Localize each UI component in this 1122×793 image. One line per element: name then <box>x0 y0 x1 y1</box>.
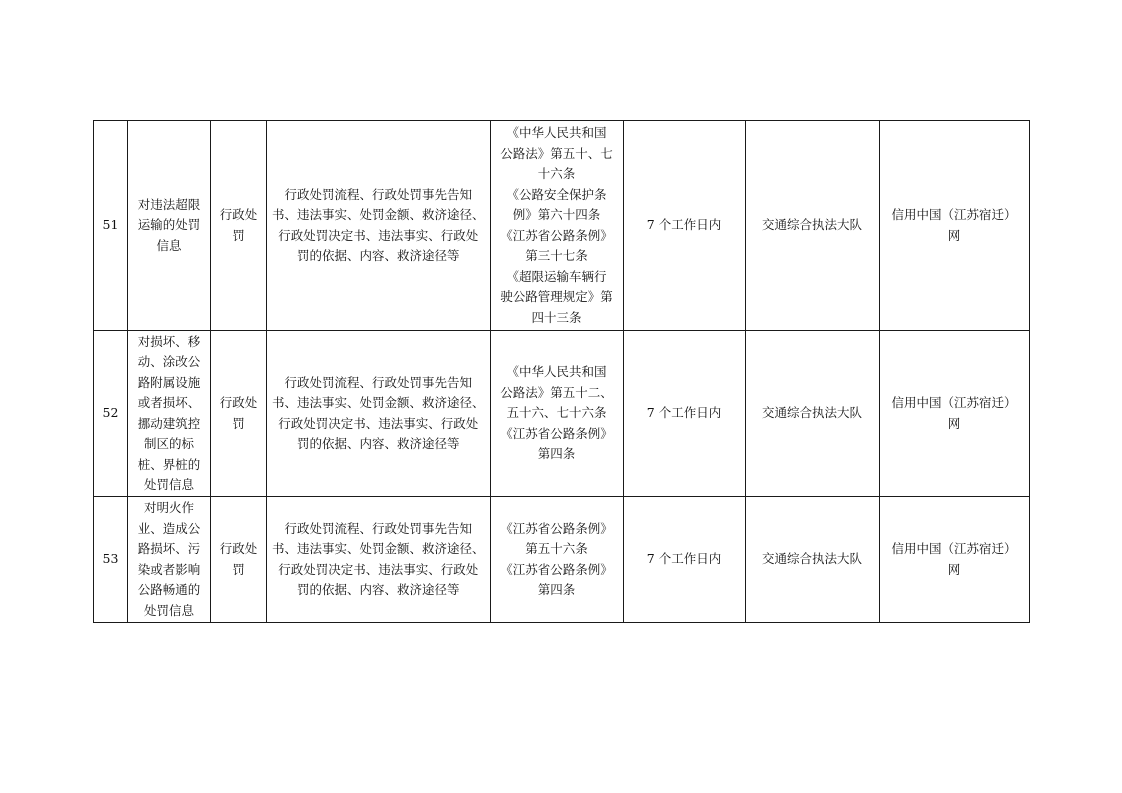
disclosure-channel <box>879 497 1029 623</box>
text-line: 行政处罚决定书、违法事实、行政处 <box>278 227 479 243</box>
text-line: 对违法超限 <box>137 196 201 212</box>
text-line: 信息 <box>156 237 182 253</box>
text-line: 行政处罚流程、行政处罚事先告知 <box>284 186 473 202</box>
disclosure-content <box>267 331 491 497</box>
text-line: 行政处 <box>219 207 258 222</box>
text-line: 《江苏省公路条例》 <box>500 561 613 577</box>
legal-basis <box>490 331 623 497</box>
text-line: 《公路安全保护条 <box>506 186 607 202</box>
text-line: 行政处罚流程、行政处罚事先告知 <box>284 520 473 536</box>
table-row <box>94 121 1030 331</box>
text-line: 《中华人民共和国 <box>506 364 607 380</box>
text-line: 挪动建筑控 <box>137 415 201 431</box>
text-line: 公路法》第五十、七 <box>500 145 613 161</box>
disclosure-channel <box>879 331 1029 497</box>
text-line: 驶公路管理规定》第 <box>500 289 613 304</box>
disclosure-item <box>128 331 211 497</box>
disclosure-item <box>128 121 211 331</box>
text-line: 动、涂改公 <box>137 354 201 369</box>
text-line: 信用中国（江苏宿迁） <box>891 541 1017 556</box>
legal-basis <box>490 497 623 623</box>
text-line: 行政处 <box>219 541 258 556</box>
text-line: 书、违法事实、处罚金额、救济途径、 <box>272 207 485 222</box>
text-line: 罚的依据、内容、救济途径等 <box>297 436 460 451</box>
info-disclosure-table <box>93 120 1030 623</box>
text-line: 或者损坏、 <box>137 395 201 410</box>
row-number: 51 <box>94 121 128 331</box>
text-line: 对损坏、移 <box>137 333 201 349</box>
text-line: 第三十七条 <box>525 248 588 263</box>
disclosure-deadline: 7 个工作日内 <box>623 121 745 331</box>
disclosure-deadline: 7 个工作日内 <box>623 497 745 623</box>
text-line: 路附属设施 <box>137 374 201 390</box>
row-number: 52 <box>94 331 128 497</box>
text-line: 《中华人民共和国 <box>506 125 607 140</box>
text-line: 第四条 <box>537 446 576 462</box>
text-line: 网 <box>947 227 961 243</box>
text-line: 处罚信息 <box>143 602 194 618</box>
text-line: 例》第六十四条 <box>512 207 601 222</box>
text-line: 公路畅通的 <box>137 582 201 597</box>
text-line: 《江苏省公路条例》 <box>500 227 613 243</box>
text-line: 行政处罚决定书、违法事实、行政处 <box>278 561 479 577</box>
text-line: 四十三条 <box>531 309 582 325</box>
text-line: 桩、界桩的 <box>137 456 201 472</box>
text-line: 路损坏、污 <box>137 541 201 556</box>
disclosure-channel <box>879 121 1029 331</box>
text-line: 行政处 <box>219 395 258 410</box>
text-line: 染或者影响 <box>137 561 201 577</box>
text-line: 对明火作 <box>143 500 194 515</box>
text-line: 十六条 <box>537 166 576 181</box>
text-line: 罚 <box>232 227 245 243</box>
text-line: 行政处罚决定书、违法事实、行政处 <box>278 415 479 431</box>
text-line: 处罚信息 <box>143 477 194 492</box>
item-category <box>211 497 267 623</box>
disclosure-deadline: 7 个工作日内 <box>623 331 745 497</box>
responsible-dept: 交通综合执法大队 <box>745 121 879 331</box>
text-line: 信用中国（江苏宿迁） <box>891 207 1017 222</box>
text-line: 罚 <box>232 561 245 577</box>
disclosure-content <box>267 497 491 623</box>
row-number: 53 <box>94 497 128 623</box>
text-line: 罚的依据、内容、救济途径等 <box>297 582 460 597</box>
table-row <box>94 331 1030 497</box>
table-row <box>94 497 1030 623</box>
disclosure-content <box>267 121 491 331</box>
text-line: 网 <box>947 415 961 431</box>
text-line: 《江苏省公路条例》 <box>500 520 613 536</box>
text-line: 第四条 <box>537 582 576 597</box>
disclosure-item <box>128 497 211 623</box>
text-line: 书、违法事实、处罚金额、救济途径、 <box>272 395 485 410</box>
text-line: 罚 <box>232 415 245 431</box>
text-line: 业、造成公 <box>137 520 201 536</box>
text-line: 第五十六条 <box>525 541 588 556</box>
text-line: 信用中国（江苏宿迁） <box>891 395 1017 410</box>
text-line: 《超限运输车辆行 <box>506 268 607 284</box>
text-line: 罚的依据、内容、救济途径等 <box>297 248 460 263</box>
item-category <box>211 121 267 331</box>
text-line: 网 <box>947 561 961 577</box>
text-line: 《江苏省公路条例》 <box>500 425 613 441</box>
text-line: 行政处罚流程、行政处罚事先告知 <box>284 374 473 390</box>
legal-basis <box>490 121 623 331</box>
text-line: 五十六、七十六条 <box>506 405 607 421</box>
item-category <box>211 331 267 497</box>
text-line: 运输的处罚 <box>137 217 201 233</box>
text-line: 公路法》第五十二、 <box>500 384 613 400</box>
text-line: 制区的标 <box>143 436 194 451</box>
responsible-dept: 交通综合执法大队 <box>745 331 879 497</box>
text-line: 书、违法事实、处罚金额、救济途径、 <box>272 541 485 556</box>
responsible-dept: 交通综合执法大队 <box>745 497 879 623</box>
